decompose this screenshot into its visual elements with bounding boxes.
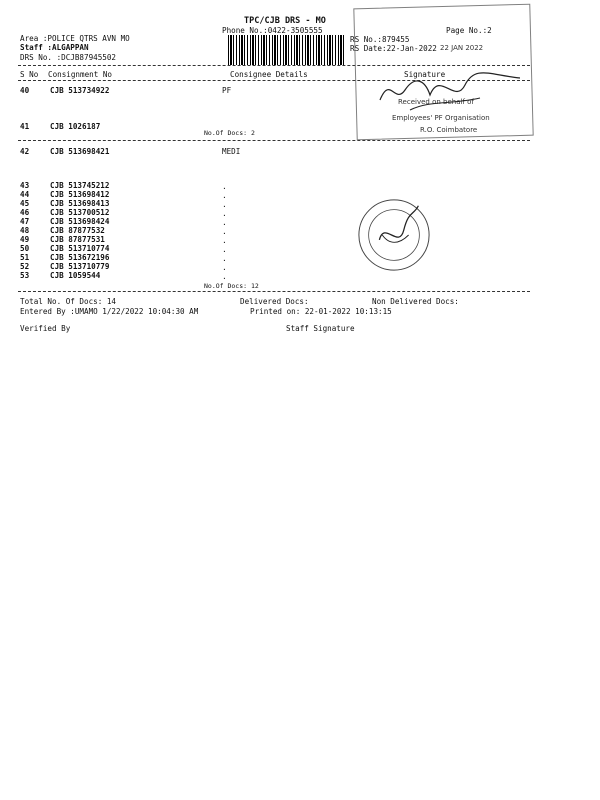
non-delivered-docs: Non Delivered Docs: <box>372 297 459 306</box>
row-consignment: CJB 1059544 <box>50 271 101 280</box>
phone-number: Phone No.:0422-3505555 <box>222 26 323 35</box>
row-sno: 51 <box>20 253 30 262</box>
row-consignment: CJB 513698412 <box>50 190 110 199</box>
row-consignment: CJB 513672196 <box>50 253 110 262</box>
row-sno: 41 <box>20 122 30 131</box>
row-consignment: CJB 513710774 <box>50 244 110 253</box>
rs-date: RS Date:22-Jan-2022 <box>350 44 437 53</box>
row-consignment: CJB 87877531 <box>50 235 105 244</box>
area-label: Area :POLICE QTRS AVN MO <box>20 34 130 43</box>
row-consignment: CJB 1026187 <box>50 122 101 131</box>
row-sno: 44 <box>20 190 30 199</box>
row-consignment: CJB 87877532 <box>50 226 105 235</box>
delivered-docs: Delivered Docs: <box>240 297 309 306</box>
row-consignment: CJB 513745212 <box>50 181 110 190</box>
row-sno: 52 <box>20 262 30 271</box>
row-sno: 50 <box>20 244 30 253</box>
group-divider <box>18 140 530 141</box>
row-sno: 40 <box>20 86 30 95</box>
row-consignment: CJB 513698424 <box>50 217 110 226</box>
col-signature: Signature <box>404 70 446 79</box>
col-consignment: Consignment No <box>48 70 113 79</box>
rs-number: RS No.:879455 <box>350 35 410 44</box>
row-sno: 53 <box>20 271 30 280</box>
entered-by: Entered By :UMAMO 1/22/2022 10:04:30 AM <box>20 307 199 316</box>
row-sno: 46 <box>20 208 30 217</box>
stamp-line3: R.O. Coimbatore <box>420 126 478 134</box>
row-consignment: CJB 513700512 <box>50 208 110 217</box>
stamp-line2: Employees' PF Organisation <box>392 114 490 122</box>
group-doc-count: No.Of Docs: 2 <box>204 129 255 137</box>
row-consignment: CJB 513710779 <box>50 262 110 271</box>
staff-signature: Staff Signature <box>286 324 355 333</box>
row-details: PF <box>222 86 232 95</box>
row-sno: 45 <box>20 199 30 208</box>
col-sno: S No <box>20 70 39 79</box>
row-details: MEDI <box>222 147 241 156</box>
col-consignee: Consignee Details <box>230 70 308 79</box>
table-divider-bottom <box>18 291 530 292</box>
row-consignment: CJB 513734922 <box>50 86 110 95</box>
total-docs: Total No. Of Docs: 14 <box>20 297 117 306</box>
barcode <box>228 35 346 65</box>
stamp-date: 22 JAN 2022 <box>440 44 484 52</box>
row-consignment: CJB 513698413 <box>50 199 110 208</box>
printed-on: Printed on: 22-01-2022 10:13:15 <box>250 307 392 316</box>
row-sno: 49 <box>20 235 30 244</box>
document-title: TPC/CJB DRS - MO <box>244 16 326 26</box>
row-consignment: CJB 513698421 <box>50 147 110 156</box>
handwritten-signature <box>370 60 530 120</box>
group-doc-count: No.Of Docs: 12 <box>204 282 259 290</box>
row-sno: 43 <box>20 181 30 190</box>
page-number: Page No.:2 <box>446 26 492 35</box>
stamp-line1: Received on behalf of <box>398 98 474 106</box>
verified-by: Verified By <box>20 324 71 333</box>
row-sno: 47 <box>20 217 30 226</box>
round-seal <box>355 196 433 274</box>
row-sno: 48 <box>20 226 30 235</box>
drs-number: DRS No. :DCJB87945502 <box>20 53 117 62</box>
row-sno: 42 <box>20 147 30 156</box>
staff-label: Staff :ALGAPPAN <box>20 43 89 52</box>
